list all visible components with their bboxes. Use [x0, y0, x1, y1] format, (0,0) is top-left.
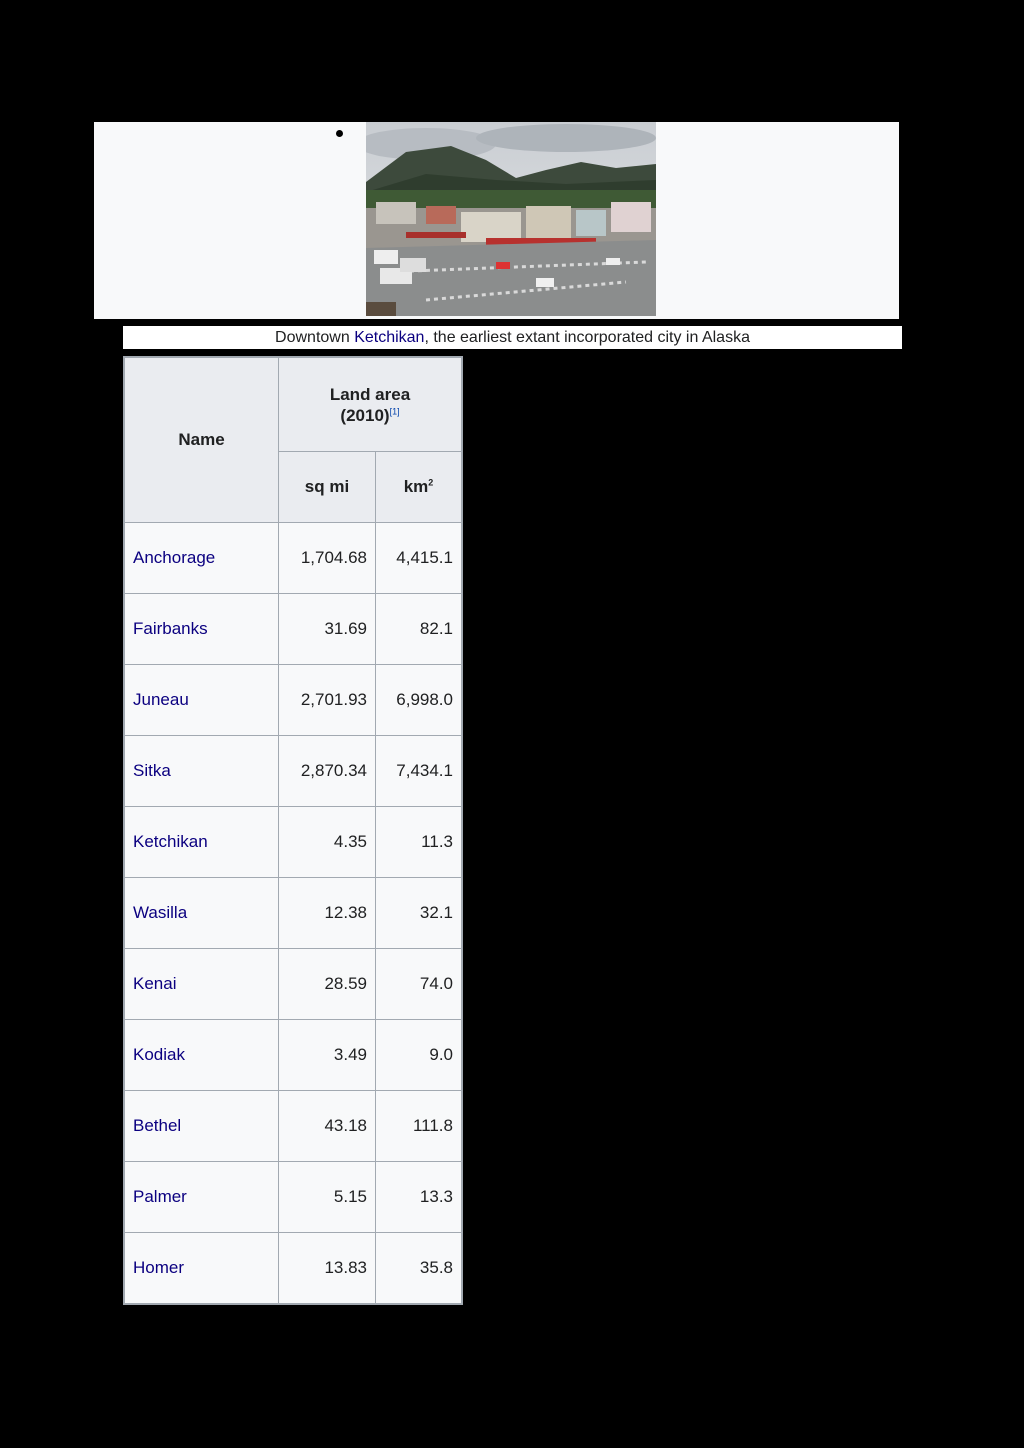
sq-mi-cell: 2,701.93: [279, 665, 376, 736]
city-name-cell: [124, 1020, 279, 1091]
city-name-cell: [124, 1162, 279, 1233]
city-name-cell: [124, 1091, 279, 1162]
km2-cell: 82.1: [376, 594, 463, 665]
city-link[interactable]: Fairbanks: [133, 619, 208, 638]
sq-mi-cell: 2,870.34: [279, 736, 376, 807]
sq-mi-cell: 5.15: [279, 1162, 376, 1233]
header-sq-mi[interactable]: sq mi: [279, 452, 376, 523]
km2-cell: 35.8: [376, 1233, 463, 1305]
city-link[interactable]: Kodiak: [133, 1045, 185, 1064]
km2-cell: 9.0: [376, 1020, 463, 1091]
table-body: [124, 523, 462, 1305]
km2-cell: 13.3: [376, 1162, 463, 1233]
city-name-cell: [124, 807, 279, 878]
sq-mi-cell: 13.83: [279, 1233, 376, 1305]
table-row: [124, 878, 462, 949]
caption-text-after: , the earliest extant incorporated city in Alaska: [424, 329, 750, 346]
sq-mi-cell: 28.59: [279, 949, 376, 1020]
header-name[interactable]: Name: [124, 357, 279, 523]
sq-mi-cell: 12.38: [279, 878, 376, 949]
city-name-cell: [124, 949, 279, 1020]
header-km-label: km: [403, 477, 429, 496]
city-link[interactable]: Palmer: [133, 1187, 187, 1206]
km2-cell: 11.3: [376, 807, 463, 878]
caption-text-before: Downtown: [275, 329, 355, 346]
city-name-cell: [124, 665, 279, 736]
table-row: [124, 807, 462, 878]
table-row: [124, 949, 462, 1020]
city-name-cell: [124, 878, 279, 949]
photo-drawing: [366, 122, 656, 316]
table-row: [124, 594, 462, 665]
table-row: [124, 523, 462, 594]
photo-caption: [123, 326, 902, 349]
table-row: [124, 1091, 462, 1162]
header-land-area: [279, 357, 463, 452]
km2-cell: 32.1: [376, 878, 463, 949]
sq-mi-cell: 3.49: [279, 1020, 376, 1091]
header-km2[interactable]: [376, 452, 463, 523]
city-name-cell: [124, 1233, 279, 1305]
city-link[interactable]: Bethel: [133, 1116, 182, 1135]
header-year: (2010): [340, 405, 390, 425]
sq-mi-cell: 43.18: [279, 1091, 376, 1162]
city-link[interactable]: Homer: [133, 1258, 185, 1277]
header-land-area-label: Land area: [329, 384, 411, 404]
city-link[interactable]: Juneau: [133, 690, 189, 709]
city-link[interactable]: Kenai: [133, 974, 177, 993]
table-row: [124, 665, 462, 736]
gallery-bullet: [336, 130, 343, 137]
table-row: [124, 1233, 462, 1305]
city-name-cell: [124, 594, 279, 665]
table-row: [124, 736, 462, 807]
table-row: [124, 1020, 462, 1091]
sq-mi-cell: 31.69: [279, 594, 376, 665]
km2-cell: 7,434.1: [376, 736, 463, 807]
header-km-sup: 2: [428, 477, 434, 488]
city-link[interactable]: Anchorage: [133, 548, 216, 567]
city-link[interactable]: Ketchikan: [133, 832, 208, 851]
table-row: [124, 1162, 462, 1233]
km2-cell: 4,415.1: [376, 523, 463, 594]
km2-cell: 74.0: [376, 949, 463, 1020]
city-name-cell: [124, 736, 279, 807]
caption-ketchikan-link[interactable]: Ketchikan: [354, 329, 425, 346]
sq-mi-cell: 4.35: [279, 807, 376, 878]
city-link[interactable]: Sitka: [133, 761, 171, 780]
km2-cell: 6,998.0: [376, 665, 463, 736]
city-land-area-table: [123, 356, 463, 1305]
sq-mi-cell: 1,704.68: [279, 523, 376, 594]
km2-cell: 111.8: [376, 1091, 463, 1162]
reference-link[interactable]: [1]: [389, 405, 400, 416]
downtown-ketchikan-photo[interactable]: [366, 122, 656, 316]
city-name-cell: [124, 523, 279, 594]
city-link[interactable]: Wasilla: [133, 903, 188, 922]
